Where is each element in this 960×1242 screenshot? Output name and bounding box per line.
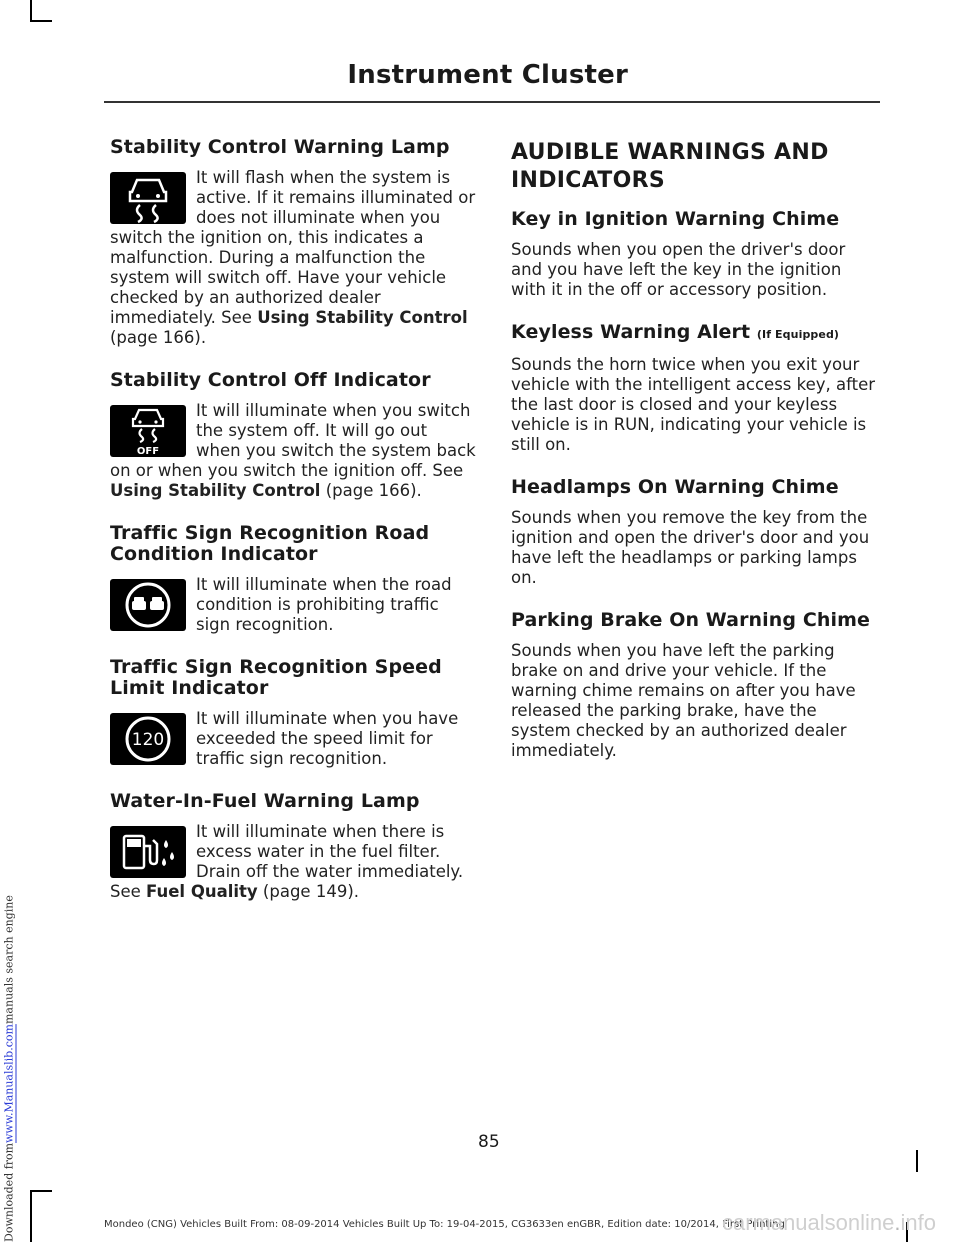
entry-title: Traffic Sign Recognition Speed Limit Indicator (110, 656, 442, 699)
entry-headlamps-on (511, 477, 877, 588)
entry-body: It will illuminate when there is excess water in the fuel filter. Drain off the water immediately. See Fuel Quality (page 149). (110, 822, 464, 901)
water-in-fuel-icon (110, 826, 186, 878)
watermark: carmanualsonline.info (721, 1210, 936, 1235)
if-equipped-label: (If Equipped) (756, 328, 840, 341)
entry-body: It will illuminate when you switch the system off. It will go out when you switch the system back on or when you switch the ignition off. See Using Stability Control (page 166). (110, 401, 476, 500)
right-column (511, 139, 877, 783)
header-rule (104, 101, 880, 103)
stability-control-icon (110, 172, 186, 224)
entry-body: Sounds the horn twice when you exit your vehicle with the intelligent access key, after the last door is closed and your keyless vehicle is in RUN, indicating your vehicle is still on. (511, 355, 876, 454)
entry-key-in-ignition (511, 209, 877, 300)
entry-body: Sounds when you remove the key from the ignition and open the driver's door and you have left the headlamps or parking lamps on. (511, 508, 870, 587)
entry-title: Water-In-Fuel Warning Lamp (110, 790, 420, 812)
crop-mark (30, 1190, 52, 1192)
stamp-suffix: manuals search engine (2, 895, 16, 1024)
entry-title: Stability Control Off Indicator (110, 369, 431, 391)
left-column (110, 137, 476, 924)
icon-off-label: OFF (136, 446, 160, 457)
crop-mark (30, 1190, 32, 1242)
manualslib-link[interactable]: www.Manualslib.com (2, 1023, 16, 1143)
entry-body: It will illuminate when the road condition is prohibiting traffic sign recognition. (196, 575, 452, 634)
entry-title: Traffic Sign Recognition Road Condition Indicator (110, 522, 430, 565)
crop-mark (30, 20, 52, 22)
page-number: 85 (478, 1132, 500, 1152)
entry-parking-brake (511, 610, 877, 761)
entry-stability-control-warning (110, 137, 476, 348)
cross-reference-link[interactable]: Using Stability Control (257, 308, 468, 327)
entry-title: Headlamps On Warning Chime (511, 476, 839, 498)
entry-title: Keyless Warning Alert (If Equipped) (511, 321, 840, 343)
entry-keyless-warning (511, 322, 877, 455)
entry-speed-limit (110, 657, 476, 769)
entry-body: Sounds when you have left the parking brake on and drive your vehicle. If the warning chime remains on after you have released the parking brake, have the system checked by an authorized dealer immediately. (511, 641, 856, 760)
entry-title: Key in Ignition Warning Chime (511, 208, 840, 230)
speed-limit-icon (110, 713, 186, 765)
stability-control-off-icon (110, 405, 186, 457)
icon-speed-label: 120 (131, 730, 165, 750)
stamp-prefix: Downloaded from (2, 1142, 16, 1242)
crop-mark (916, 1150, 918, 1172)
entry-body: It will flash when the system is active. If it remains illuminated or does not illuminate when you switch the ignition on, this indicates a malfunction. During a malfunction the system will switch off. Have your vehicle checked by an authorized dealer immediately. See Using Stability Control (page 166). (110, 168, 476, 347)
entry-body: Sounds when you open the driver's door and you have left the key in the ignition with it in the off or accessory position. (511, 240, 846, 299)
footer-text: Mondeo (CNG) Vehicles Built From: 08-09-2014 Vehicles Built Up To: 19-04-2015, CG3633en enGBR, Edition date: 10/2014, First Printing (104, 1219, 785, 1230)
entry-water-in-fuel (110, 791, 476, 902)
cross-reference-link[interactable]: Using Stability Control (110, 481, 321, 500)
entry-title: Parking Brake On Warning Chime (511, 609, 871, 631)
cross-reference-link[interactable]: Fuel Quality (146, 882, 258, 901)
entry-body: It will illuminate when you have exceeded the speed limit for traffic sign recognition. (196, 709, 459, 768)
entry-stability-control-off (110, 370, 476, 501)
page-title: Instrument Cluster (347, 60, 628, 90)
download-stamp (0, 0, 18, 1242)
entry-title: Stability Control Warning Lamp (110, 136, 450, 158)
entry-road-condition (110, 523, 476, 635)
road-condition-icon (110, 579, 186, 631)
crop-mark (30, 0, 32, 22)
section-heading: AUDIBLE WARNINGS AND INDICATORS (511, 140, 829, 193)
